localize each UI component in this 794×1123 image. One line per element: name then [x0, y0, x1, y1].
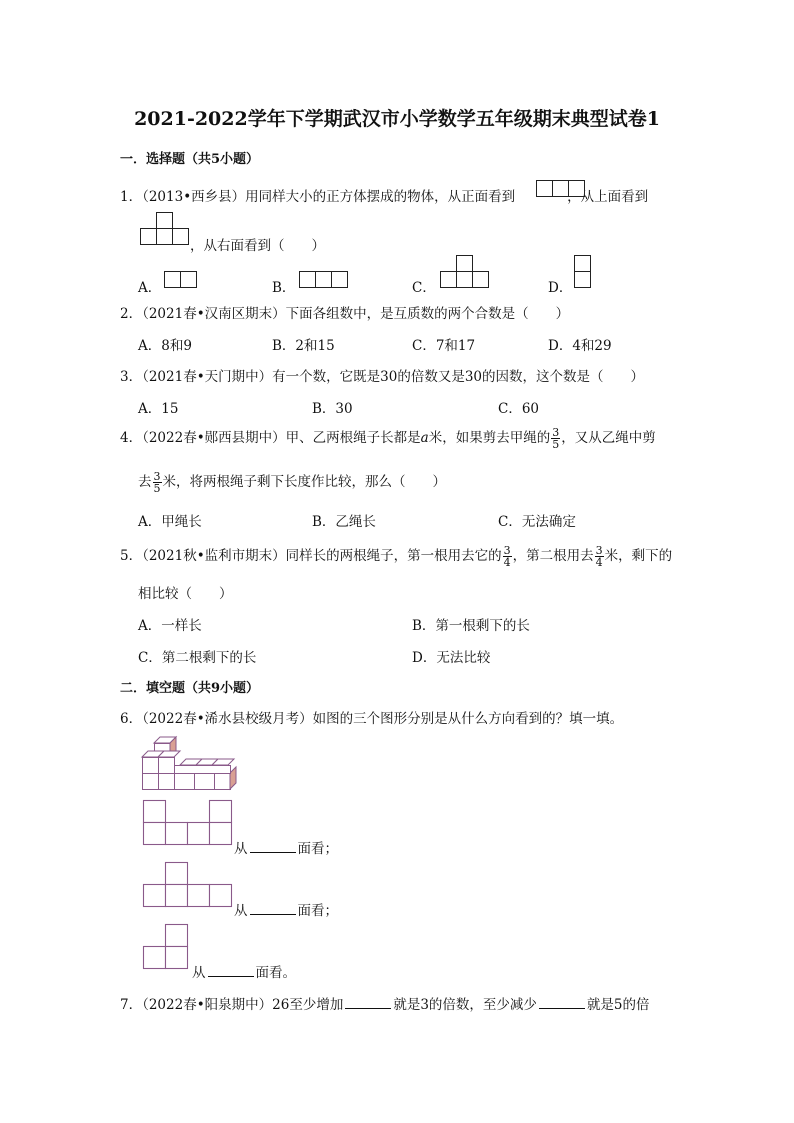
question-4-text-c: ，又从乙绳中剪 [561, 430, 656, 446]
question-3-text: 3．（2021春•天门期中）有一个数，它既是30的倍数又是30的因数，这个数是（ ） [120, 369, 645, 385]
question-5-line-1 [120, 544, 672, 568]
section-heading-choice: 一．选择题（共5小题） [120, 152, 260, 167]
variable-a: a [420, 430, 429, 446]
question-1-text-b: ，从上面看到 [567, 189, 649, 205]
front-view-figure [536, 180, 588, 200]
question-2-text: 2．（2021春•汉南区期末）下面各组数中，是互质数的两个合数是（ ） [120, 306, 570, 322]
q3-option-c[interactable]: C．60 [498, 401, 540, 417]
question-7-text-c: 就是5的倍 [586, 997, 650, 1013]
q4-option-c[interactable]: C．无法确定 [498, 514, 576, 530]
fraction-three-quarters: $\frac{3}{4}$ [503, 544, 511, 569]
view-3-from: 从 [192, 965, 206, 981]
view-3-answer-line [192, 961, 296, 981]
view-1-answer-line [234, 837, 338, 857]
q1-option-b-figure [299, 271, 351, 291]
q7-blank-2[interactable] [539, 996, 585, 1009]
q1-option-a[interactable]: A． [138, 280, 162, 296]
q3-option-a[interactable]: A．15 [138, 401, 179, 417]
fraction-three-fifths-2: $\frac{3}{5}$ [153, 470, 161, 495]
view-2-blank[interactable] [250, 902, 296, 915]
q5-option-c[interactable]: C．第二根剩下的长 [138, 650, 257, 666]
question-7-text-b: 就是3的倍数，至少减少 [393, 997, 537, 1013]
q1-option-b[interactable]: B． [272, 280, 296, 296]
fraction-three-quarters-2: $\frac{3}{4}$ [595, 544, 603, 569]
q1-option-d[interactable]: D． [548, 280, 573, 296]
question-4-text-e: 米，将两根绳子剩下长度作比较，那么（ ） [162, 474, 446, 490]
q2-option-b[interactable]: B．2和15 [272, 338, 335, 354]
fraction-three-fifths: $\frac{3}{5}$ [552, 426, 560, 451]
q4-option-a[interactable]: A．甲绳长 [138, 514, 202, 530]
view-2-answer-line [234, 899, 338, 919]
q1-option-d-figure [574, 255, 594, 291]
question-4-text-b: 米，如果剪去甲绳的 [428, 430, 551, 446]
question-4-line-1 [120, 426, 656, 450]
question-1-text-a: 1．（2013•西乡县）用同样大小的正方体摆成的物体，从正面看到 [120, 189, 516, 205]
top-view-figure [140, 212, 192, 248]
q1-option-c[interactable]: C． [412, 280, 436, 296]
view-1-blank[interactable] [250, 840, 296, 853]
view-figure-1 [143, 800, 233, 848]
q2-option-c[interactable]: C．7和17 [412, 338, 476, 354]
view-1-from: 从 [234, 841, 248, 857]
q2-option-d[interactable]: D．4和29 [548, 338, 612, 354]
question-5-line-2: 相比较（ ） [138, 586, 233, 602]
view-3-blank[interactable] [208, 964, 254, 977]
question-5-text-b: ，第二根用去 [512, 548, 594, 564]
section-heading-fill: 二．填空题（共9小题） [120, 681, 260, 696]
question-4-line-2 [138, 470, 446, 494]
view-figure-3 [143, 924, 191, 972]
page-title: 2021-2022学年下学期武汉市小学数学五年级期末典型试卷1 [134, 108, 660, 130]
q1-option-c-figure [440, 255, 492, 291]
q7-blank-1[interactable] [345, 996, 391, 1009]
question-7-text-a: 7．（2022春•阳泉期中）26至少增加 [120, 997, 344, 1013]
q1-option-a-figure [164, 271, 200, 291]
view-figure-2 [143, 862, 233, 910]
view-2-face: 面看； [297, 903, 338, 919]
question-5-text-c: 米，剩下的 [604, 548, 673, 564]
question-7-text [120, 993, 650, 1013]
question-4-text-d: 去 [138, 474, 152, 490]
q5-option-a[interactable]: A．一样长 [138, 618, 202, 634]
question-5-text-a: 5．（2021秋•监利市期末）同样长的两根绳子，第一根用去它的 [120, 548, 502, 564]
q5-option-d[interactable]: D．无法比较 [412, 650, 491, 666]
view-3-face: 面看。 [255, 965, 296, 981]
q4-option-b[interactable]: B．乙绳长 [312, 514, 376, 530]
view-1-face: 面看； [297, 841, 338, 857]
question-6-text: 6．（2022春•浠水县校级月考）如图的三个图形分别是从什么方向看到的？填一填。 [120, 711, 624, 727]
q3-option-b[interactable]: B．30 [312, 401, 353, 417]
q5-option-b[interactable]: B．第一根剩下的长 [412, 618, 530, 634]
view-2-from: 从 [234, 903, 248, 919]
question-4-text-a: 4．（2022春•郧西县期中）甲、乙两根绳子长都是 [120, 430, 421, 446]
question-1-line-2: ，从右面看到（ ） [190, 238, 325, 254]
cube-stack-figure [140, 737, 240, 793]
q2-option-a[interactable]: A．8和9 [138, 338, 192, 354]
